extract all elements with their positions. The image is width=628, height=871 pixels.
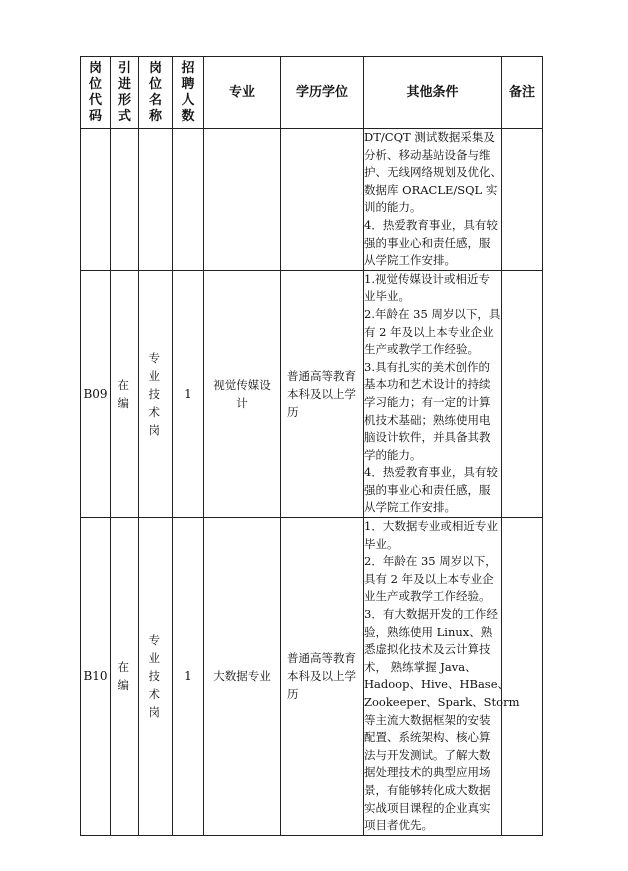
cell-degree: 普通高等教育本科及以上学历 [281, 270, 364, 517]
cell-degree: 普通高等教育本科及以上学历 [281, 518, 364, 836]
other-line: 分析、移动基站设备与维 [364, 147, 491, 162]
other-line: 强的事业心和责任感，服 [364, 235, 491, 250]
other-line: 学的能力。 [364, 447, 422, 462]
other-line: 有 2 年及以上本专业企业 [364, 324, 494, 339]
other-line: 术， 熟练掌握 Java、 [364, 659, 477, 674]
other-line: 从学院工作安排。 [364, 253, 456, 268]
other-line: 生产或教学工作经验。 [364, 342, 479, 357]
cell-mode [111, 129, 139, 271]
table-row-b09 [81, 270, 543, 517]
other-line: 法与开发测试。了解大数 [364, 747, 491, 762]
other-line: 2.年龄在 35 周岁以下，具 [364, 306, 501, 321]
table-row-b10 [81, 518, 543, 836]
other-line: 毕业。 [364, 536, 399, 551]
header-other: 其他条件 [364, 57, 502, 129]
cell-mode: 在编 [111, 518, 139, 836]
header-row [81, 57, 543, 129]
cell-other [364, 518, 520, 836]
other-line: 1.视觉传媒设计或相近专 [364, 271, 490, 286]
cell-other [364, 129, 502, 271]
cell-other [364, 270, 502, 517]
other-line: 配置、系统架构、核心算 [364, 730, 491, 745]
cell-major: 大数据专业 [204, 518, 281, 836]
header-post: 岗位名称 [139, 57, 173, 129]
header-mode: 引进形式 [111, 57, 139, 129]
cell-degree [281, 129, 364, 271]
table-row-continued [81, 129, 543, 271]
other-line: 业生产或教学工作经验。 [364, 589, 491, 604]
cell-post: 专业技术岗 [139, 518, 173, 836]
cell-code [81, 129, 111, 271]
cell-post: 专业技术岗 [139, 270, 173, 517]
cell-code: B09 [81, 270, 111, 517]
cell-remark [502, 270, 543, 517]
other-line: 4．热爱教育事业，具有较 [364, 465, 498, 480]
cell-count: 1 [173, 270, 204, 517]
other-line: 从学院工作安排。 [364, 500, 456, 515]
cell-remark [502, 129, 543, 271]
header-major: 专业 [204, 57, 281, 129]
other-line: 数据库 ORACLE/SQL 实 [364, 182, 498, 197]
other-line: 基本功和艺术设计的持续 [364, 377, 491, 392]
other-line: 训的能力。 [364, 200, 422, 215]
cell-count: 1 [173, 518, 204, 836]
other-line: 护、无线网络规划及优化、 [364, 165, 502, 180]
other-line: 景，有能够转化成大数据 [364, 782, 491, 797]
other-line: 2．年龄在 35 周岁以下， [364, 554, 497, 569]
other-line: 强的事业心和责任感，服 [364, 482, 491, 497]
other-line: DT/CQT 测试数据采集及 [364, 130, 495, 144]
other-line: 脑设计软件，并具备其教 [364, 430, 491, 445]
other-line: 具有 2 年及以上本专业企 [364, 571, 494, 586]
other-line: 业毕业。 [364, 289, 410, 304]
other-line: 等主流大数据框架的安装 [364, 712, 491, 727]
header-code: 岗位代码 [81, 57, 111, 129]
other-line: 3．有大数据开发的工作经 [364, 607, 498, 622]
other-line: 悉虚拟化技术及云计算技 [364, 642, 491, 657]
header-count: 招聘人数 [173, 57, 204, 129]
cell-major [204, 129, 281, 271]
cell-count [173, 129, 204, 271]
cell-code: B10 [81, 518, 111, 836]
cell-major: 视觉传媒设计 [204, 270, 281, 517]
header-degree: 学历学位 [281, 57, 364, 129]
header-remark: 备注 [502, 57, 543, 129]
other-line: 验，熟练使用 Linux、熟 [364, 624, 493, 639]
cell-post [139, 129, 173, 271]
other-line: 3.具有扎实的美术创作的 [364, 359, 490, 374]
other-line: 项目者优先。 [364, 818, 433, 833]
other-line: Hadoop、Hive、HBase、 [364, 677, 510, 692]
other-line: 学习能力；有一定的计算 [364, 394, 491, 409]
other-line: 据处理技术的典型应用场 [364, 765, 491, 780]
recruitment-table [80, 56, 543, 836]
other-line: 实战项目课程的企业真实 [364, 800, 491, 815]
other-line: 1．大数据专业或相近专业 [364, 519, 498, 534]
other-line: 4．热爱教育事业，具有较 [364, 217, 498, 232]
other-line: 机技术基础；熟练使用电 [364, 412, 491, 427]
cell-mode: 在编 [111, 270, 139, 517]
other-line: Zookeeper、Spark、Storm [364, 695, 520, 709]
